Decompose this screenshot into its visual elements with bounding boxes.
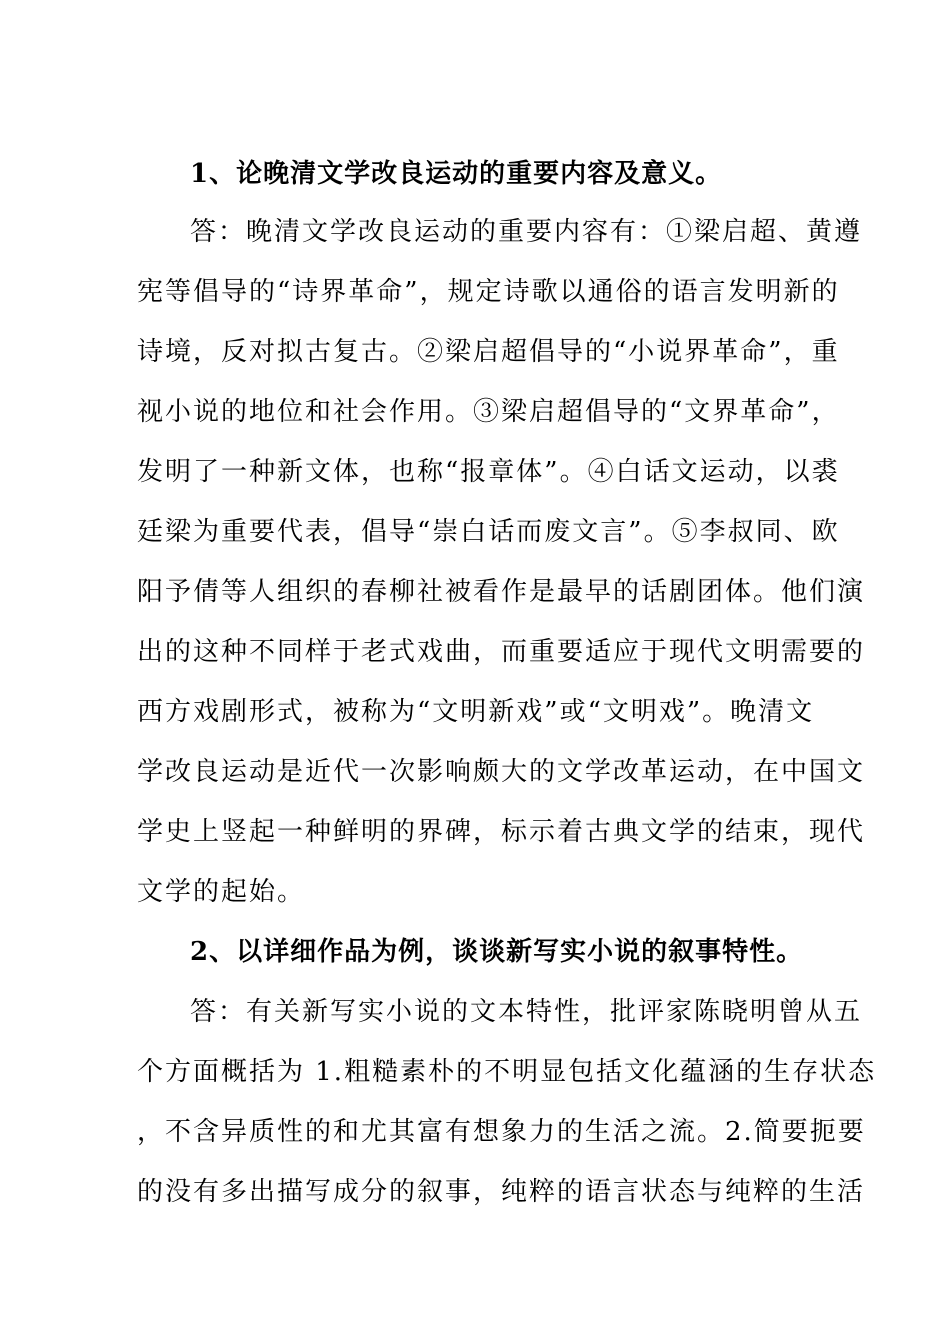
- section-1-heading: 1、论晚清文学改良运动的重要内容及意义。: [190, 159, 723, 189]
- section-1-line: 廷梁为重要代表，倡导“崇白话而废文言”。⑤李叔同、欧: [137, 517, 840, 547]
- section-1-line: 文学的起始。: [137, 877, 306, 907]
- section-1-line: 视小说的地位和社会作用。③梁启超倡导的“文界革命”，: [137, 397, 840, 427]
- section-1-line: 学改良运动是近代一次影响颇大的文学改革运动，在中国文: [137, 757, 866, 787]
- section-1-line: 诗境，反对拟古复古。②梁启超倡导的“小说界革命”，重: [137, 337, 840, 367]
- section-2-line: 答：有关新写实小说的文本特性，批评家陈晓明曾从五: [190, 997, 863, 1027]
- section-1-line: 西方戏剧形式，被称为“文明新戏”或“文明戏”。晚清文: [137, 697, 815, 727]
- section-2-line: ，不含异质性的和尤其富有想象力的生活之流。2.简要扼要: [137, 1117, 866, 1147]
- section-1-line: 出的这种不同样于老式戏曲，而重要适应于现代文明需要的: [137, 637, 866, 667]
- section-1-line: 学史上竖起一种鲜明的界碑，标示着古典文学的结束，现代: [137, 817, 866, 847]
- section-1-line: 答：晚清文学改良运动的重要内容有：①梁启超、黄遵: [190, 217, 863, 247]
- section-1-line: 发明了一种新文体，也称“报章体”。④白话文运动，以裘: [137, 457, 840, 487]
- section-1-line: 阳予倩等人组织的春柳社被看作是最早的话剧团体。他们演: [137, 577, 866, 607]
- section-1-line: 宪等倡导的“诗界革命”，规定诗歌以通俗的语言发明新的: [137, 277, 840, 307]
- section-2-heading: 2、以详细作品为例，谈谈新写实小说的叙事特性。: [190, 937, 804, 967]
- section-2-line: 个方面概括为 1.粗糙素朴的不明显包括文化蕴涵的生存状态: [137, 1057, 877, 1087]
- section-2-line: 的没有多出描写成分的叙事，纯粹的语言状态与纯粹的生活: [137, 1177, 866, 1207]
